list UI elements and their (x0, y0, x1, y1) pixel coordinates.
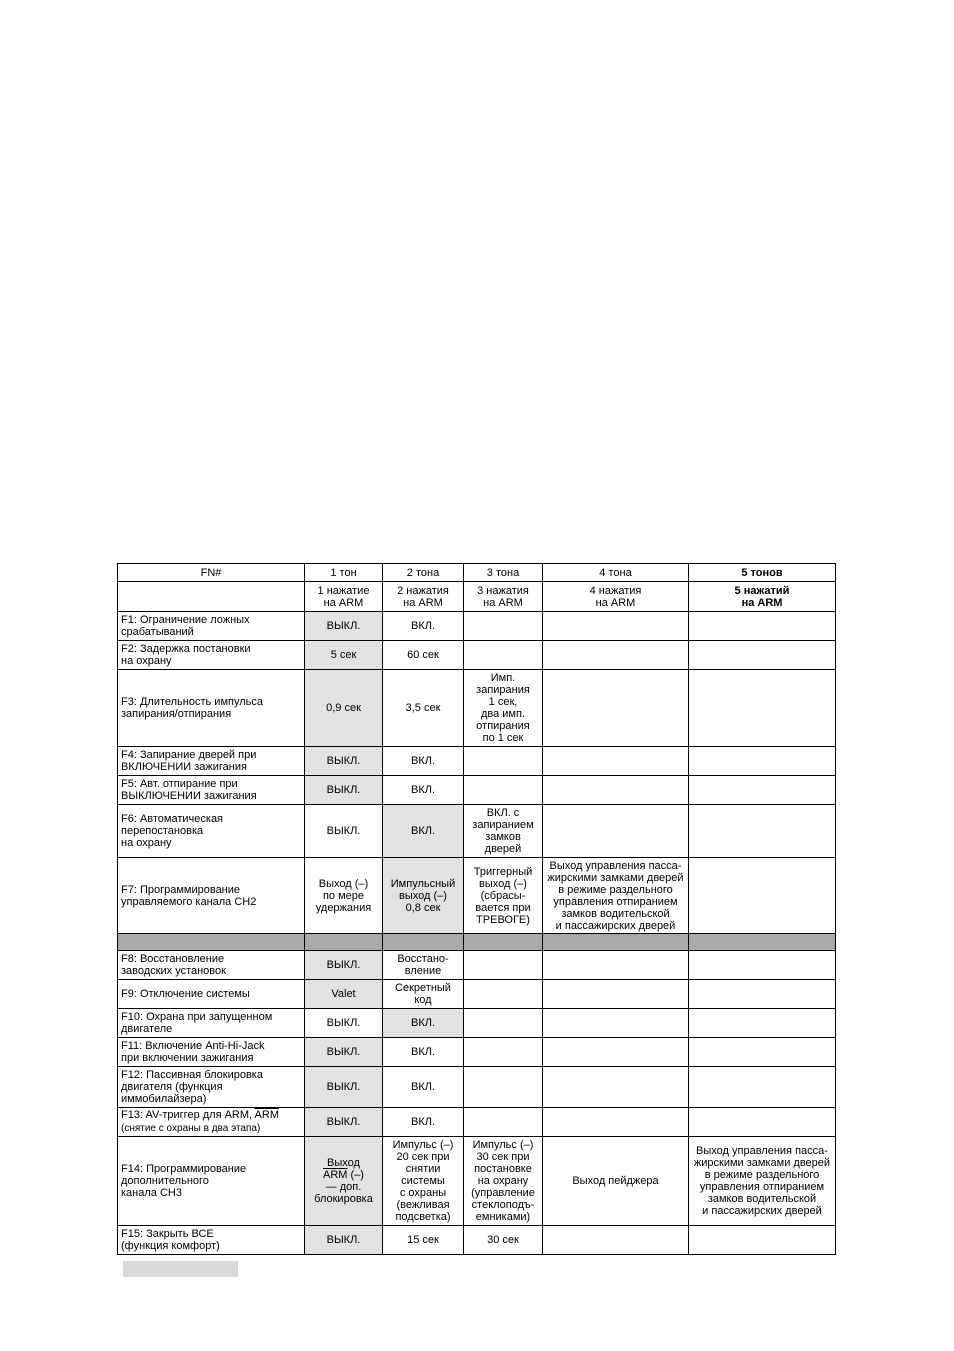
option-cell: 5 сек (305, 641, 383, 670)
option-cell: ВЫКЛ. (305, 1226, 383, 1255)
option-cell (689, 1226, 836, 1255)
option-cell (543, 776, 689, 805)
table-row-f10 (118, 1009, 836, 1038)
option-cell: Импульсный выход (–) 0,8 сек (383, 858, 464, 934)
subheader-row (118, 582, 836, 612)
table-row-f11 (118, 1038, 836, 1067)
header-tone-4: 4 тона (543, 564, 689, 582)
table-row-f9 (118, 980, 836, 1009)
option-cell (543, 1009, 689, 1038)
header-tone-5: 5 тонов (689, 564, 836, 582)
option-text: (–) — доп. блокировка (314, 1169, 373, 1205)
option-cell: ВКЛ. (383, 1009, 464, 1038)
function-name-part: F13: AV-триггер для ARM, (121, 1109, 255, 1121)
option-cell (689, 776, 836, 805)
subheader-press-2: 2 нажатия на ARM (383, 582, 464, 612)
option-cell (689, 805, 836, 858)
option-cell: ВКЛ. (383, 612, 464, 641)
separator-cell (383, 934, 464, 951)
table-row-f2 (118, 641, 836, 670)
table-row-f4 (118, 747, 836, 776)
option-text: Выход (327, 1157, 360, 1169)
option-cell: ВЫКЛ. (305, 951, 383, 980)
option-cell: ВКЛ. (383, 1038, 464, 1067)
option-cell (543, 1226, 689, 1255)
section-separator-row (118, 934, 836, 951)
option-cell: Триггерный выход (–) (сбрасы- вается при ТРЕВОГЕ) (464, 858, 543, 934)
option-cell (689, 980, 836, 1009)
option-cell: ВКЛ. (383, 747, 464, 776)
function-name: F6: Автоматическая перепостановка на охрану (118, 805, 305, 858)
option-cell (689, 612, 836, 641)
function-name: F2: Задержка постановки на охрану (118, 641, 305, 670)
table-row-f15 (118, 1226, 836, 1255)
function-name: F10: Охрана при запущенном двигателе (118, 1009, 305, 1038)
option-cell: ВКЛ. (383, 1067, 464, 1108)
option-cell: ВЫКЛ. (305, 776, 383, 805)
option-cell: ВЫКЛ. (305, 805, 383, 858)
table-row-f5 (118, 776, 836, 805)
option-cell: ВЫКЛ. (305, 1009, 383, 1038)
option-cell (464, 1038, 543, 1067)
option-cell: ВЫКЛ. (305, 1038, 383, 1067)
separator-cell (464, 934, 543, 951)
option-cell (464, 1108, 543, 1137)
subheader-press-5: 5 нажатий на ARM (689, 582, 836, 612)
option-cell (464, 1009, 543, 1038)
option-cell (543, 805, 689, 858)
option-cell: Секретный код (383, 980, 464, 1009)
option-cell: ВЫКЛ. (305, 1108, 383, 1137)
option-cell: ВКЛ. (383, 1108, 464, 1137)
option-cell: 15 сек (383, 1226, 464, 1255)
option-cell (689, 1108, 836, 1137)
option-cell: ВЫКЛ. (305, 747, 383, 776)
option-cell (543, 612, 689, 641)
option-cell: Выход (–) по мере удержания (305, 858, 383, 934)
header-row (118, 564, 836, 582)
option-cell (464, 612, 543, 641)
option-cell (543, 641, 689, 670)
option-cell (464, 951, 543, 980)
option-cell: 60 сек (383, 641, 464, 670)
option-cell: Выход пейджера (543, 1137, 689, 1226)
option-cell (543, 1067, 689, 1108)
option-cell: Valet (305, 980, 383, 1009)
subheader-empty (118, 582, 305, 612)
option-cell: ВЫКЛ. (305, 1067, 383, 1108)
option-cell: ВКЛ. с запиранием замков дверей (464, 805, 543, 858)
option-cell: Имп. запирания 1 сек, два имп. отпирания по 1 сек (464, 670, 543, 747)
option-cell (464, 980, 543, 1009)
header-tone-3: 3 тона (464, 564, 543, 582)
option-cell (543, 747, 689, 776)
option-cell (543, 951, 689, 980)
function-name: F11: Включение Anti-Hi-Jack при включении зажигания (118, 1038, 305, 1067)
option-cell: Импульс (–) 20 сек при снятии системы с охраны (вежливая подсветка) (383, 1137, 464, 1226)
function-name: F4: Запирание дверей при ВКЛЮЧЕНИИ зажигания (118, 747, 305, 776)
option-cell (464, 1067, 543, 1108)
option-cell: 3,5 сек (383, 670, 464, 747)
function-name: F5: Авт. отпирание при ВЫКЛЮЧЕНИИ зажигания (118, 776, 305, 805)
subheader-press-4: 4 нажатия на ARM (543, 582, 689, 612)
function-name: F14: Программирование дополнительного канала CH3 (118, 1137, 305, 1226)
table-row-f1 (118, 612, 836, 641)
arm-overlined: $\overline{ARM}$ (323, 1169, 348, 1181)
arm-overlined: $\overline{ARM}$ (254, 1109, 279, 1121)
option-cell: Восстано- вление (383, 951, 464, 980)
option-cell: ВКЛ. (383, 805, 464, 858)
table-row-f12 (118, 1067, 836, 1108)
option-cell: Импульс (–) 30 сек при постановке на охрану (управление стеклоподъ- емниками) (464, 1137, 543, 1226)
function-name: F8: Восстановление заводских установок (118, 951, 305, 980)
option-cell (543, 980, 689, 1009)
table-row-f6 (118, 805, 836, 858)
function-name (118, 1108, 305, 1137)
option-cell: Выход управления пасса- жирскими замками дверей в режиме раздельного управления отпиранием замков водительской и пассажирских дверей (689, 1137, 836, 1226)
function-name-note: (снятие с охраны в два этапа) (121, 1123, 261, 1134)
separator-cell (118, 934, 305, 951)
separator-cell (543, 934, 689, 951)
option-cell (689, 641, 836, 670)
table-row-f7 (118, 858, 836, 934)
option-cell: ВКЛ. (383, 776, 464, 805)
option-cell: 0,9 сек (305, 670, 383, 747)
separator-cell (305, 934, 383, 951)
subheader-press-1: 1 нажатие на ARM (305, 582, 383, 612)
default-value-legend-swatch (123, 1261, 238, 1277)
option-cell (689, 747, 836, 776)
header-tone-1: 1 тон (305, 564, 383, 582)
option-cell (464, 747, 543, 776)
option-cell: Выход управления пасса- жирскими замками дверей в режиме раздельного управления отпиранием замков водительской и пассажирских дверей (543, 858, 689, 934)
header-fn: FN# (118, 564, 305, 582)
table-row-f14 (118, 1137, 836, 1226)
option-cell (689, 1067, 836, 1108)
option-cell (689, 670, 836, 747)
header-tone-2: 2 тона (383, 564, 464, 582)
function-name: F15: Закрыть ВСЕ (функция комфорт) (118, 1226, 305, 1255)
function-name: F7: Программирование управляемого канала CH2 (118, 858, 305, 934)
table-row-f3 (118, 670, 836, 747)
function-name: F12: Пассивная блокировка двигателя (функция иммобилайзера) (118, 1067, 305, 1108)
function-name: F3: Длительность импульса запирания/отпирания (118, 670, 305, 747)
function-name: F1: Ограничение ложных срабатываний (118, 612, 305, 641)
table-row-f13 (118, 1108, 836, 1137)
option-cell (689, 1009, 836, 1038)
option-cell: 30 сек (464, 1226, 543, 1255)
function-table (117, 563, 836, 1255)
option-cell (464, 641, 543, 670)
option-cell: ВЫКЛ. (305, 612, 383, 641)
option-cell (543, 1038, 689, 1067)
option-cell (689, 1038, 836, 1067)
option-cell (689, 951, 836, 980)
separator-cell (689, 934, 836, 951)
table-row-f8 (118, 951, 836, 980)
option-cell (543, 670, 689, 747)
option-cell (305, 1137, 383, 1226)
option-cell (689, 858, 836, 934)
subheader-press-3: 3 нажатия на ARM (464, 582, 543, 612)
option-cell (543, 1108, 689, 1137)
option-cell (464, 776, 543, 805)
function-name: F9: Отключение системы (118, 980, 305, 1009)
